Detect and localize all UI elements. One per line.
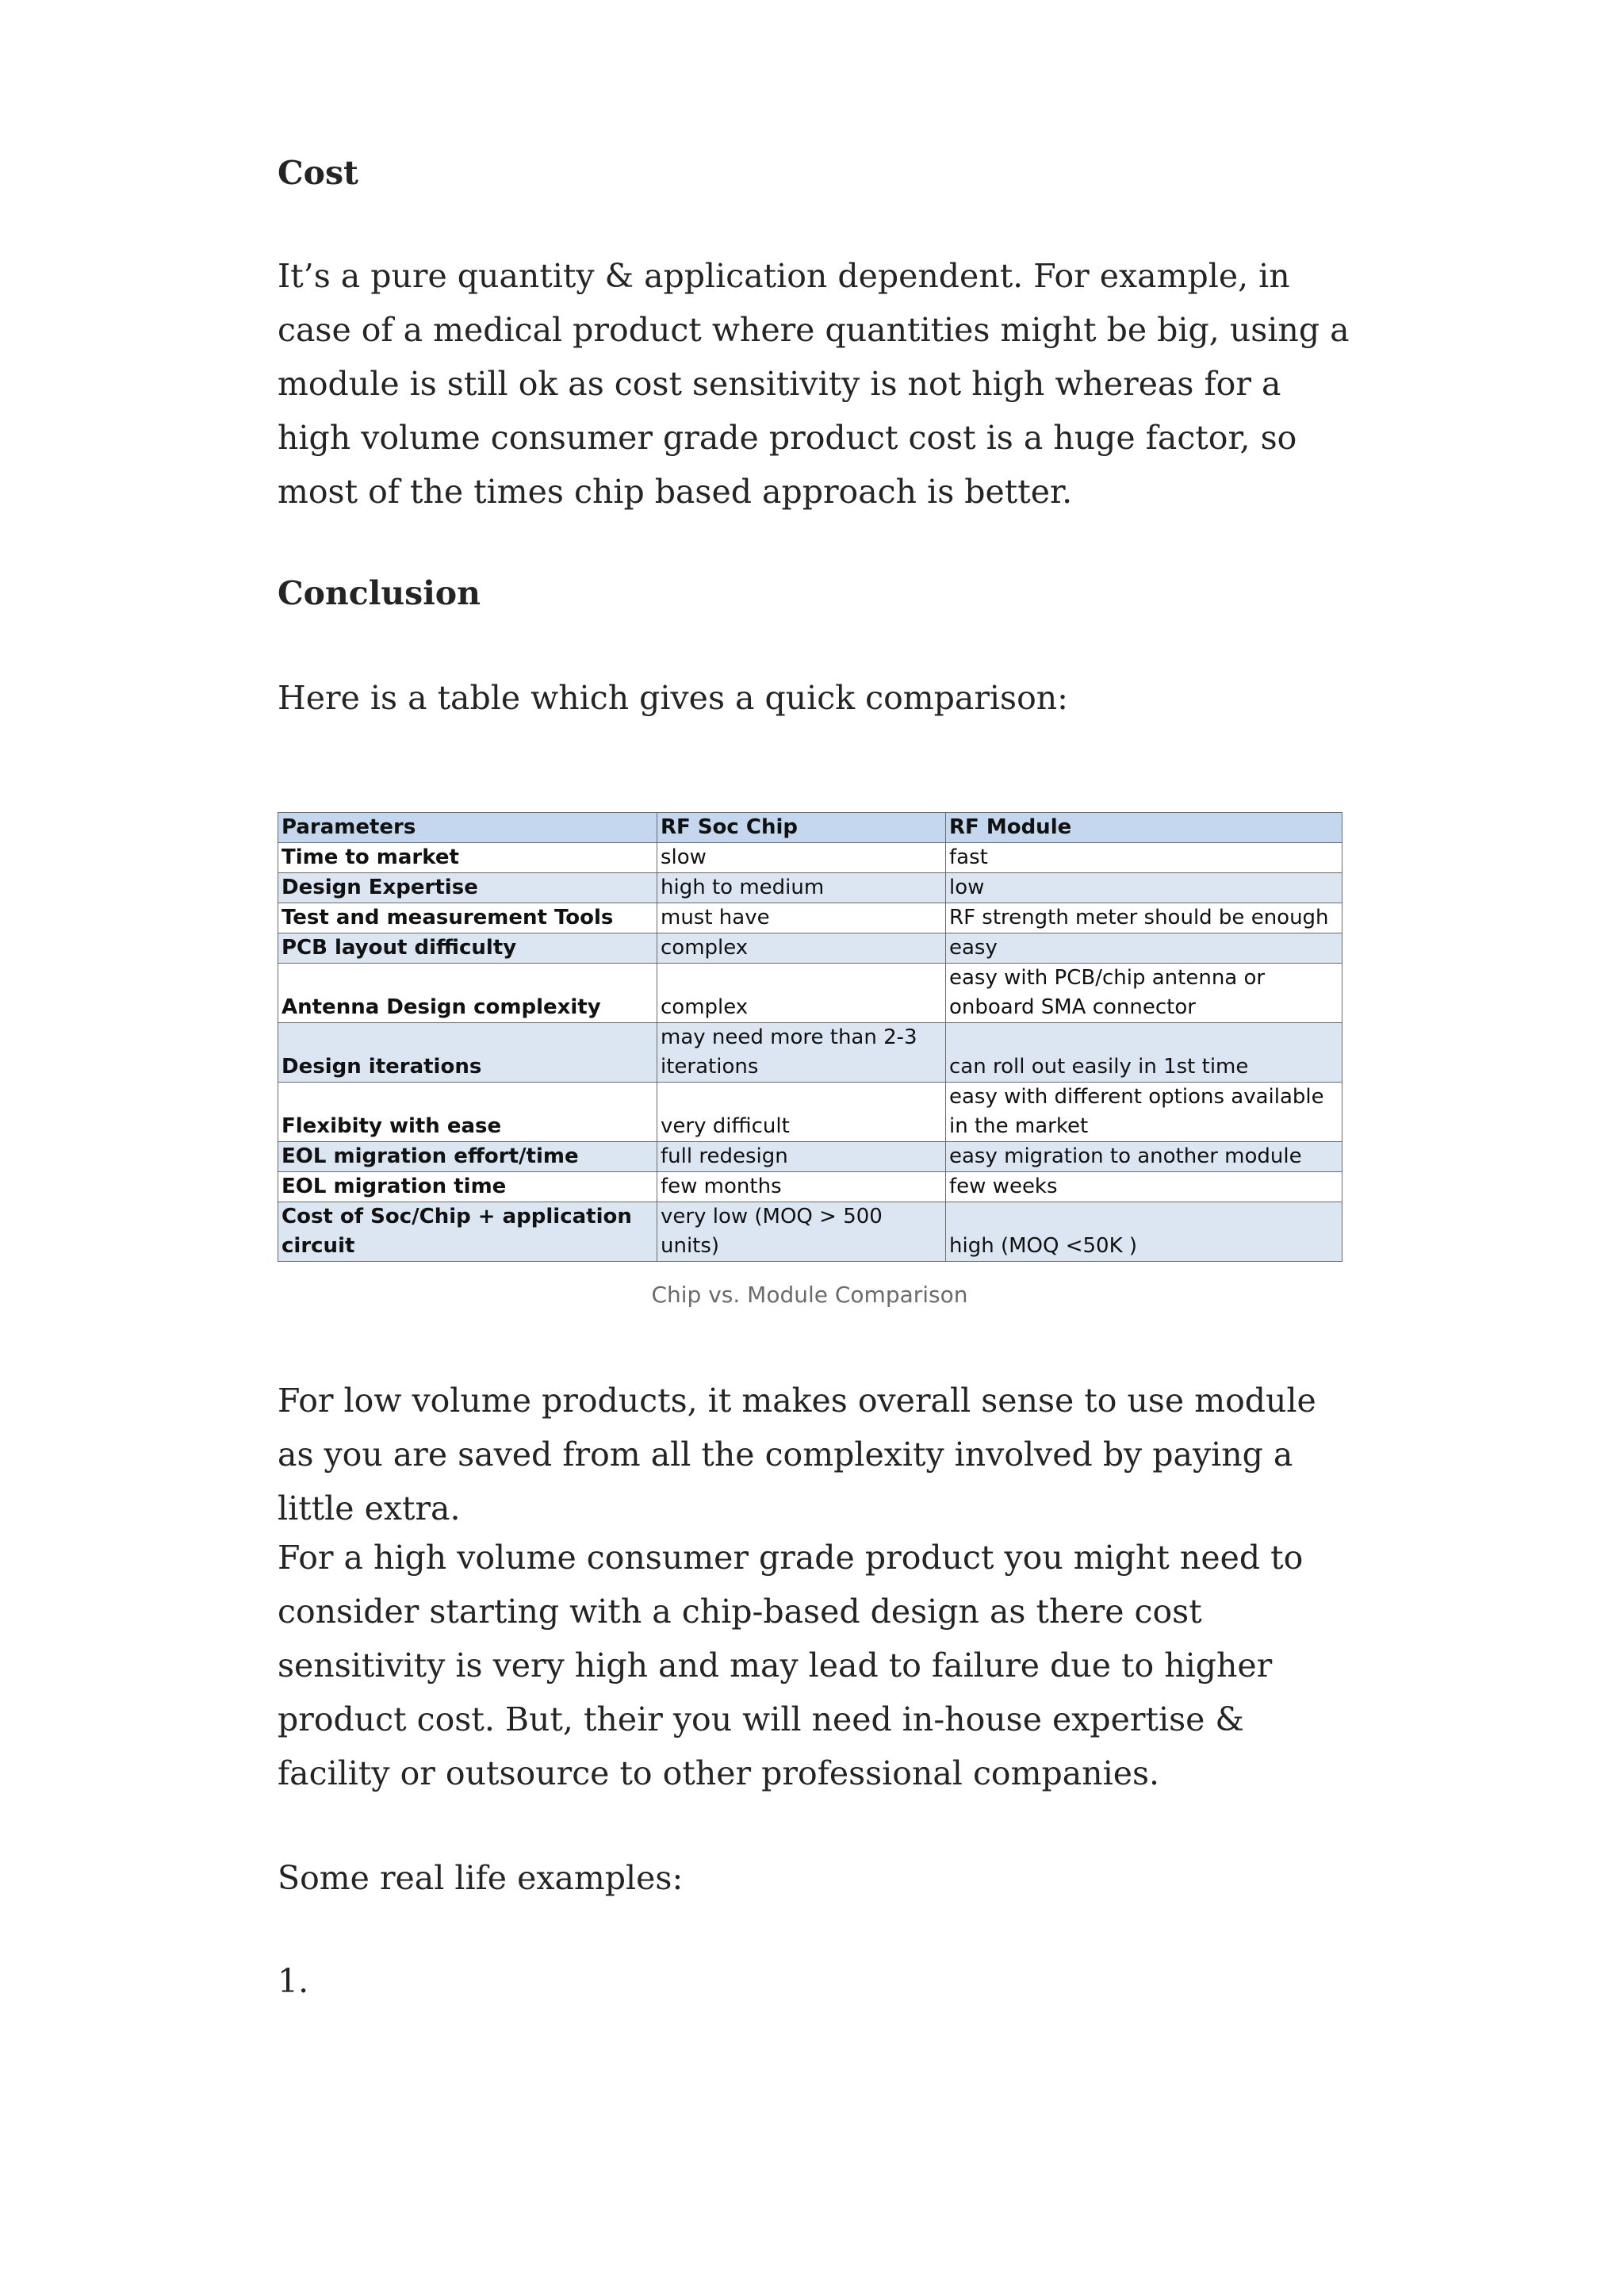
intro-paragraph: Here is a table which gives a quick comparison: bbox=[278, 679, 1068, 717]
module-cell: high (MOQ <50K ) bbox=[946, 1202, 1342, 1262]
parameter-cell: PCB layout difficulty bbox=[278, 933, 657, 964]
header-cell: Parameters bbox=[278, 813, 657, 843]
table-row bbox=[278, 1083, 1342, 1142]
header-cell: RF Module bbox=[946, 813, 1342, 843]
parameter-cell: Test and measurement Tools bbox=[278, 903, 657, 933]
table-header-row bbox=[278, 813, 1342, 843]
parameter-cell: Design iterations bbox=[278, 1023, 657, 1083]
module-cell: easy with PCB/chip antenna or onboard SMA connector bbox=[946, 964, 1342, 1023]
cost-paragraph: It’s a pure quantity & application dependent. For example, in case of a medical product where quantities might be big, using a module is still ok as cost sensitivity is not high whereas for a high volume consumer grade product cost is a huge factor, so most of the times chip based approach is better. bbox=[278, 257, 1350, 511]
parameter-cell: Design Expertise bbox=[278, 873, 657, 903]
table-row bbox=[278, 964, 1342, 1023]
chip-cell: complex bbox=[657, 933, 946, 964]
chip-cell: full redesign bbox=[657, 1142, 946, 1172]
table-row bbox=[278, 1023, 1342, 1083]
module-cell: fast bbox=[946, 843, 1342, 873]
comparison-table bbox=[278, 812, 1342, 1262]
module-cell: few weeks bbox=[946, 1172, 1342, 1202]
chip-cell: must have bbox=[657, 903, 946, 933]
header-cell: RF Soc Chip bbox=[657, 813, 946, 843]
conclusion-heading: Conclusion bbox=[278, 574, 481, 612]
chip-cell: may need more than 2-3 iterations bbox=[657, 1023, 946, 1083]
parameter-cell: EOL migration effort/time bbox=[278, 1142, 657, 1172]
module-cell: easy with different options available in the market bbox=[946, 1083, 1342, 1142]
chip-cell: slow bbox=[657, 843, 946, 873]
parameter-cell: Time to market bbox=[278, 843, 657, 873]
cost-heading: Cost bbox=[278, 154, 358, 192]
module-cell: RF strength meter should be enough bbox=[946, 903, 1342, 933]
table-row bbox=[278, 873, 1342, 903]
table-row bbox=[278, 903, 1342, 933]
chip-cell: few months bbox=[657, 1172, 946, 1202]
table-row bbox=[278, 933, 1342, 964]
module-cell: can roll out easily in 1st time bbox=[946, 1023, 1342, 1083]
module-cell: easy migration to another module bbox=[946, 1142, 1342, 1172]
chip-cell: high to medium bbox=[657, 873, 946, 903]
parameter-cell: Cost of Soc/Chip + application circuit bbox=[278, 1202, 657, 1262]
high-volume-paragraph: For a high volume consumer grade product you might need to consider starting with a chip-based design as there cost sensitivity is very high and may lead to failure due to higher product cost. But, their you will need in-house expertise & facility or outsource to other professional companies. bbox=[278, 1539, 1304, 1792]
parameter-cell: Antenna Design complexity bbox=[278, 964, 657, 1023]
module-cell: easy bbox=[946, 933, 1342, 964]
parameter-cell: EOL migration time bbox=[278, 1172, 657, 1202]
table-row bbox=[278, 1172, 1342, 1202]
table-row bbox=[278, 843, 1342, 873]
chip-cell: very low (MOQ > 500 units) bbox=[657, 1202, 946, 1262]
low-volume-paragraph: For low volume products, it makes overall sense to use module as you are saved from all the complexity involved by paying a little extra. bbox=[278, 1382, 1316, 1527]
examples-paragraph: Some real life examples: bbox=[278, 1859, 684, 1897]
comparison-figure bbox=[278, 812, 1342, 1311]
parameter-cell: Flexibity with ease bbox=[278, 1083, 657, 1142]
table-row bbox=[278, 1142, 1342, 1172]
figure-caption: Chip vs. Module Comparison bbox=[651, 1282, 968, 1308]
table-row bbox=[278, 1202, 1342, 1262]
list-item-marker: 1. bbox=[278, 1962, 309, 2000]
chip-cell: very difficult bbox=[657, 1083, 946, 1142]
chip-cell: complex bbox=[657, 964, 946, 1023]
module-cell: low bbox=[946, 873, 1342, 903]
